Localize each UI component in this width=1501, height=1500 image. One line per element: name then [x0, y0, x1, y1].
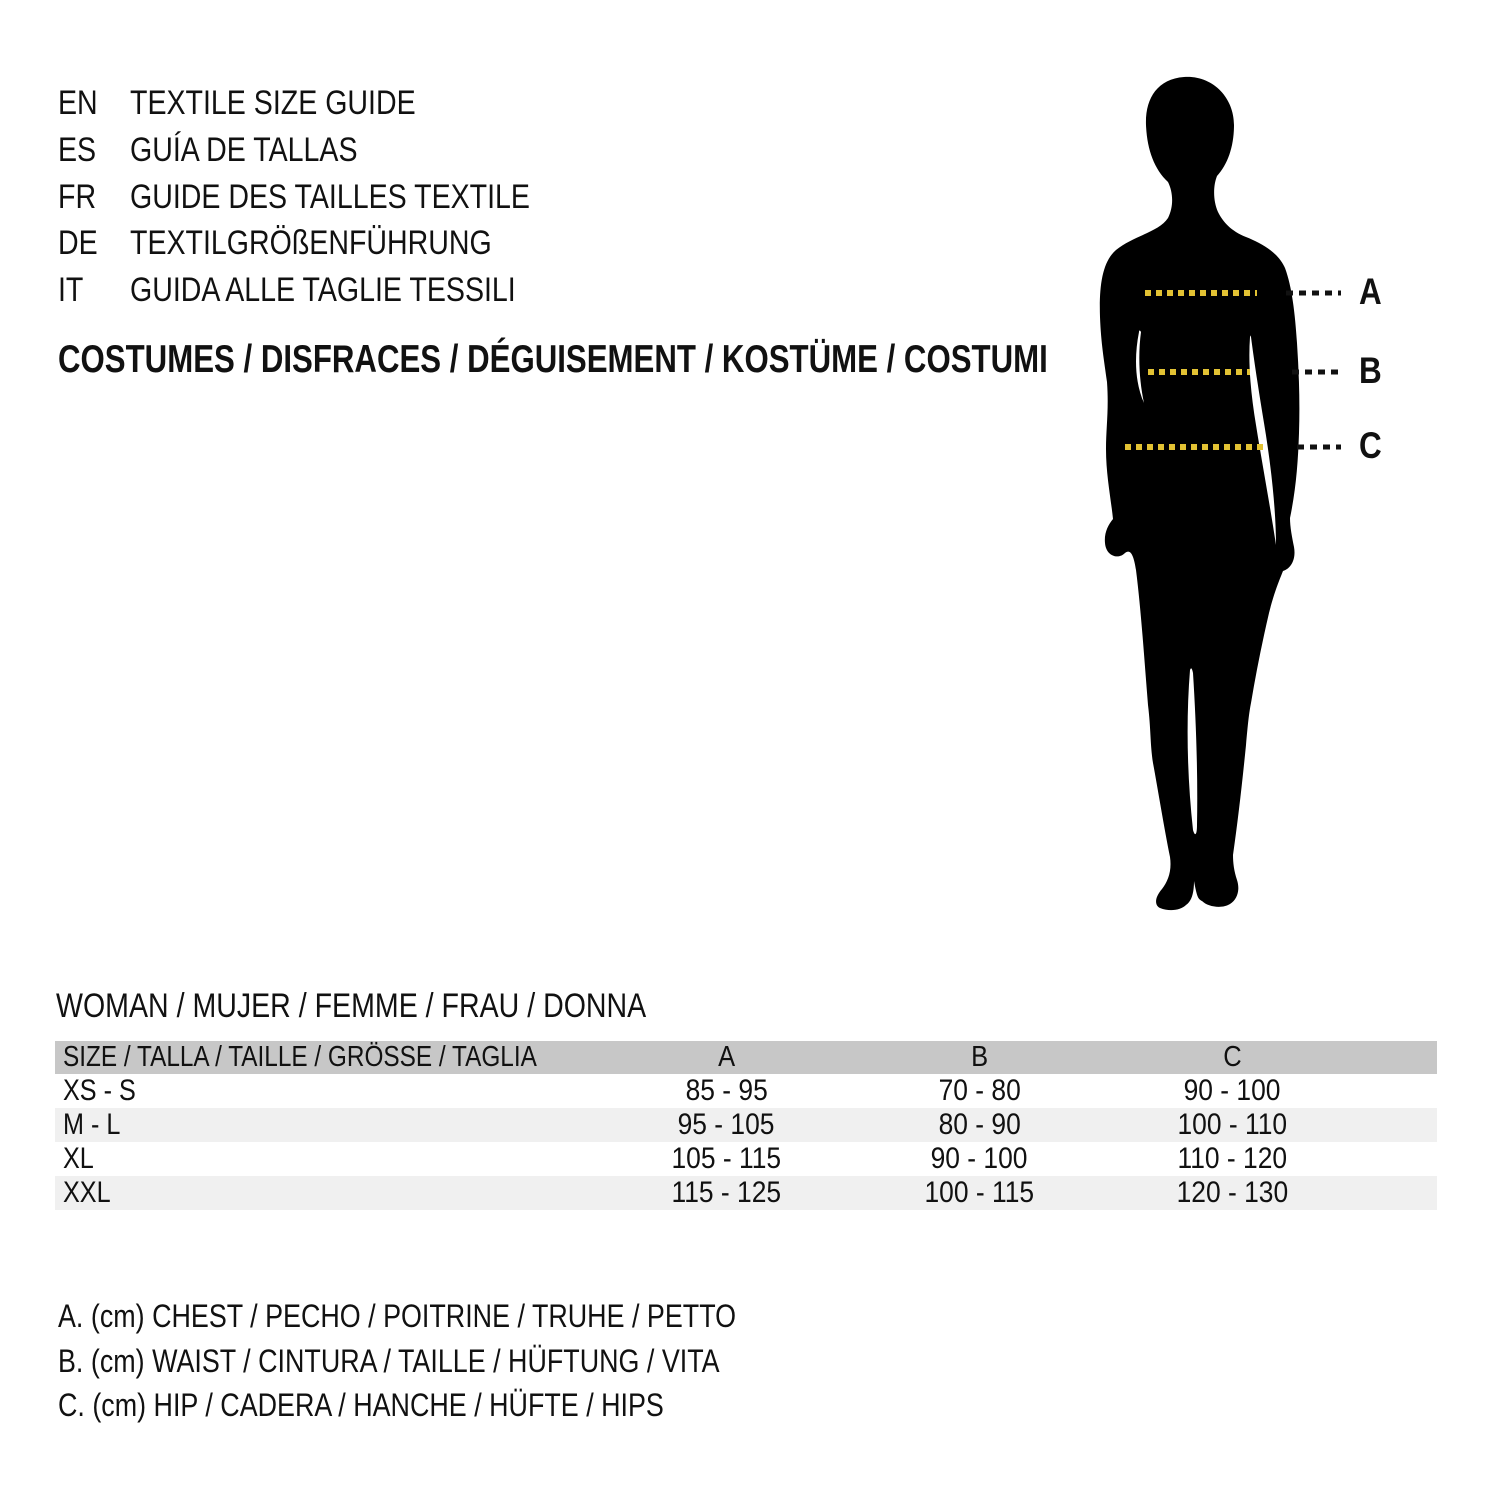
- list-item: [58, 174, 606, 221]
- table-row: [55, 1074, 1437, 1108]
- chest-range-cell: 105 - 115: [671, 1142, 782, 1175]
- lang-code-de: DE: [58, 224, 98, 263]
- legend-line-waist: B. (cm) WAIST / CINTURA / TAILLE / HÜFTUNG / VITA: [58, 1342, 720, 1379]
- size-table: [55, 1041, 1437, 1210]
- list-item: [58, 80, 606, 127]
- lang-code-it: IT: [58, 271, 84, 310]
- table-header-row: [55, 1041, 1437, 1074]
- lang-code-fr: FR: [58, 177, 97, 216]
- category-title: COSTUMES / DISFRACES / DÉGUISEMENT / KOSTÜME / COSTUMI: [58, 338, 1048, 381]
- table-row: [55, 1142, 1437, 1176]
- hip-range-cell: 110 - 120: [1177, 1142, 1288, 1175]
- guide-title-es: GUÍA DE TALLAS: [130, 130, 358, 169]
- list-item: [58, 127, 606, 174]
- size-cell: XL: [63, 1142, 94, 1175]
- section-title: WOMAN / MUJER / FEMME / FRAU / DONNA: [56, 987, 647, 1025]
- hip-range-cell: 120 - 130: [1176, 1176, 1289, 1209]
- guide-title-de: TEXTILGRÖßENFÜHRUNG: [130, 224, 492, 263]
- column-header-b: B: [970, 1041, 989, 1073]
- marker-label-a: A: [1358, 271, 1382, 312]
- waist-range-cell: 70 - 80: [938, 1074, 1021, 1107]
- legend-line-hip: C. (cm) HIP / CADERA / HANCHE / HÜFTE / HIPS: [58, 1387, 664, 1424]
- waist-range-cell: 80 - 90: [938, 1108, 1021, 1141]
- chest-range-cell: 115 - 125: [671, 1176, 782, 1209]
- measurement-legend: [58, 1294, 865, 1428]
- guide-title-it: GUIDA ALLE TAGLIE TESSILI: [130, 271, 516, 310]
- size-column-header: SIZE / TALLA / TAILLE / GRÖSSE / TAGLIA: [63, 1041, 537, 1073]
- list-item: [58, 220, 606, 267]
- lang-code-es: ES: [58, 130, 97, 169]
- size-cell: XXL: [63, 1176, 111, 1209]
- legend-line-chest: A. (cm) CHEST / PECHO / POITRINE / TRUHE / PETTO: [58, 1298, 737, 1334]
- woman-silhouette-svg: [1085, 75, 1345, 915]
- marker-label-b: B: [1358, 350, 1382, 391]
- table-row: [55, 1176, 1437, 1210]
- list-item: [58, 267, 606, 314]
- guide-title-fr: GUIDE DES TAILLES TEXTILE: [130, 177, 530, 216]
- waist-range-cell: 90 - 100: [931, 1142, 1028, 1175]
- size-cell: M - L: [63, 1108, 121, 1141]
- lang-code-en: EN: [58, 84, 98, 122]
- column-header-c: C: [1223, 1041, 1242, 1073]
- table-row: [55, 1108, 1437, 1142]
- language-title-list: [58, 80, 606, 314]
- hip-range-cell: 90 - 100: [1184, 1074, 1281, 1107]
- waist-range-cell: 100 - 115: [924, 1176, 1035, 1209]
- hip-range-cell: 100 - 110: [1177, 1108, 1288, 1141]
- measurement-figure: [1085, 75, 1345, 915]
- size-cell: XS - S: [63, 1074, 136, 1107]
- marker-label-c: C: [1358, 425, 1382, 466]
- guide-title-en: TEXTILE SIZE GUIDE: [130, 84, 416, 122]
- chest-range-cell: 95 - 105: [678, 1108, 775, 1141]
- chest-range-cell: 85 - 95: [685, 1074, 768, 1107]
- column-header-a: A: [717, 1041, 736, 1073]
